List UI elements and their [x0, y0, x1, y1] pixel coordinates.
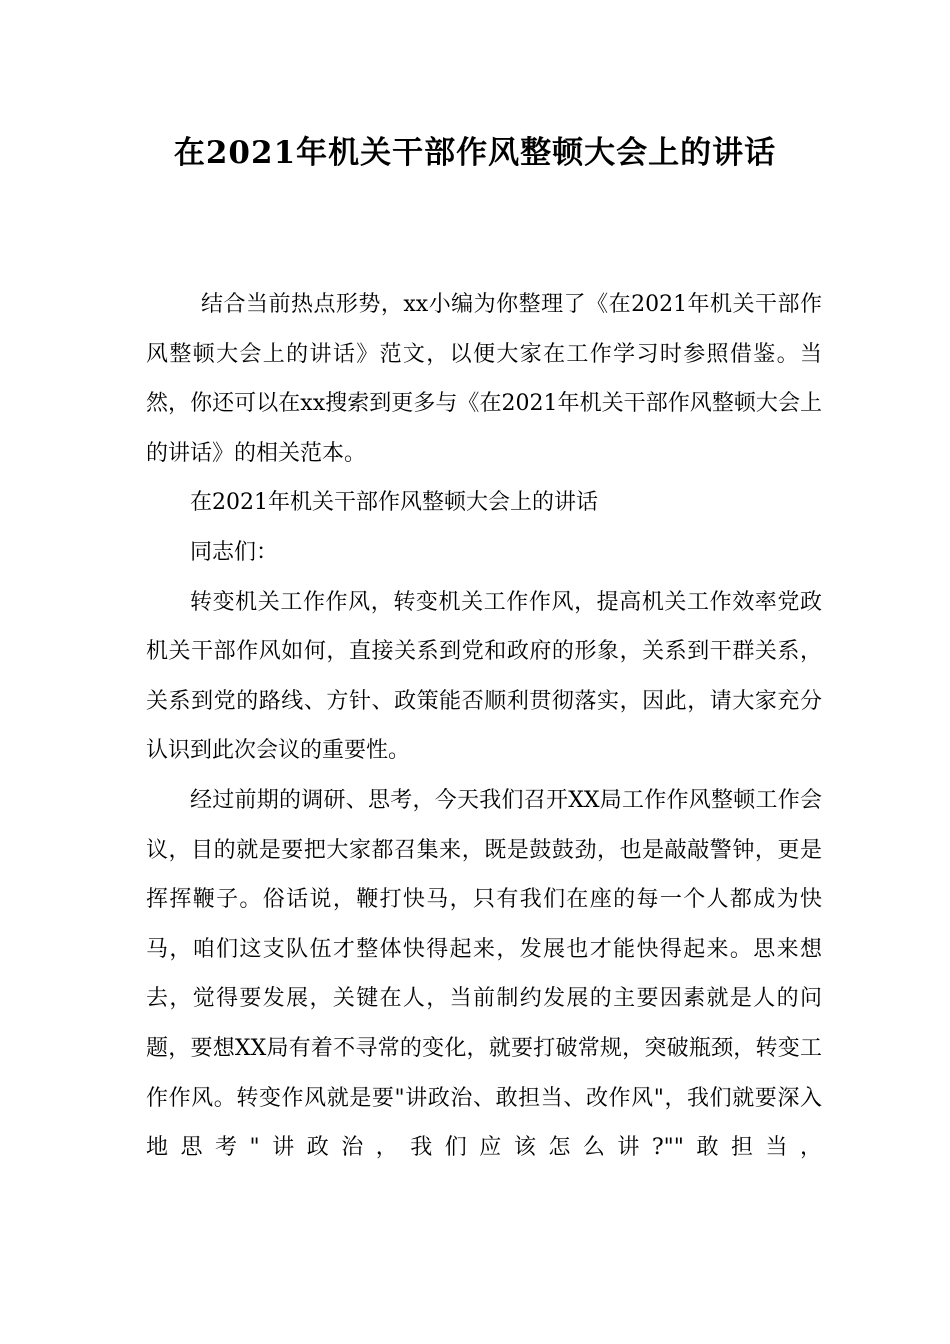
speech-heading: 在2021年机关干部作风整顿大会上的讲话: [190, 490, 598, 516]
body-paragraph: 经过前期的调研、思考，今天我们召开XX局工作作风整顿工作会议，目的就是要把大家都召集来，既是鼓鼓劲，也是敲敲警钟，更是挥挥鞭子。俗话说，鞭打快马，只有我们在座的每一个人都成为快马，咱们这支队伍才整体快得起来，发展也才能快得起来。思来想去，觉得要发展，关键在人，当前制约发展的主要因素就是人的问题，要想XX局有着不寻常的变化，就要打破常规，突破瓶颈，转变工作作风。转变作风就是要"讲政治、敢担当、改作风"，我们就要深入地思考"讲政治，我们应该怎么讲?""敢担当，: [146, 787, 822, 1161]
body-paragraph: 转变机关工作作风，转变机关工作作风，提高机关工作效率党政机关干部作风如何，直接关系到党和政府的形象，关系到干群关系，关系到党的路线、方针、政策能否顺利贯彻落实，因此，请大家充分认识到此次会议的重要性。: [146, 589, 822, 764]
document-body: [146, 280, 822, 1173]
document-title: 在2021年机关干部作风整顿大会上的讲话: [173, 135, 777, 171]
salutation: 同志们：: [190, 539, 279, 565]
intro-paragraph: 结合当前热点形势，xx小编为你整理了《在2021年机关干部作风整顿大会上的讲话》范文，以便大家在工作学习时参照借鉴。当然，你还可以在xx搜索到更多与《在2021年机关干部作风整顿大会上的讲话》的相关范本。: [146, 292, 822, 466]
